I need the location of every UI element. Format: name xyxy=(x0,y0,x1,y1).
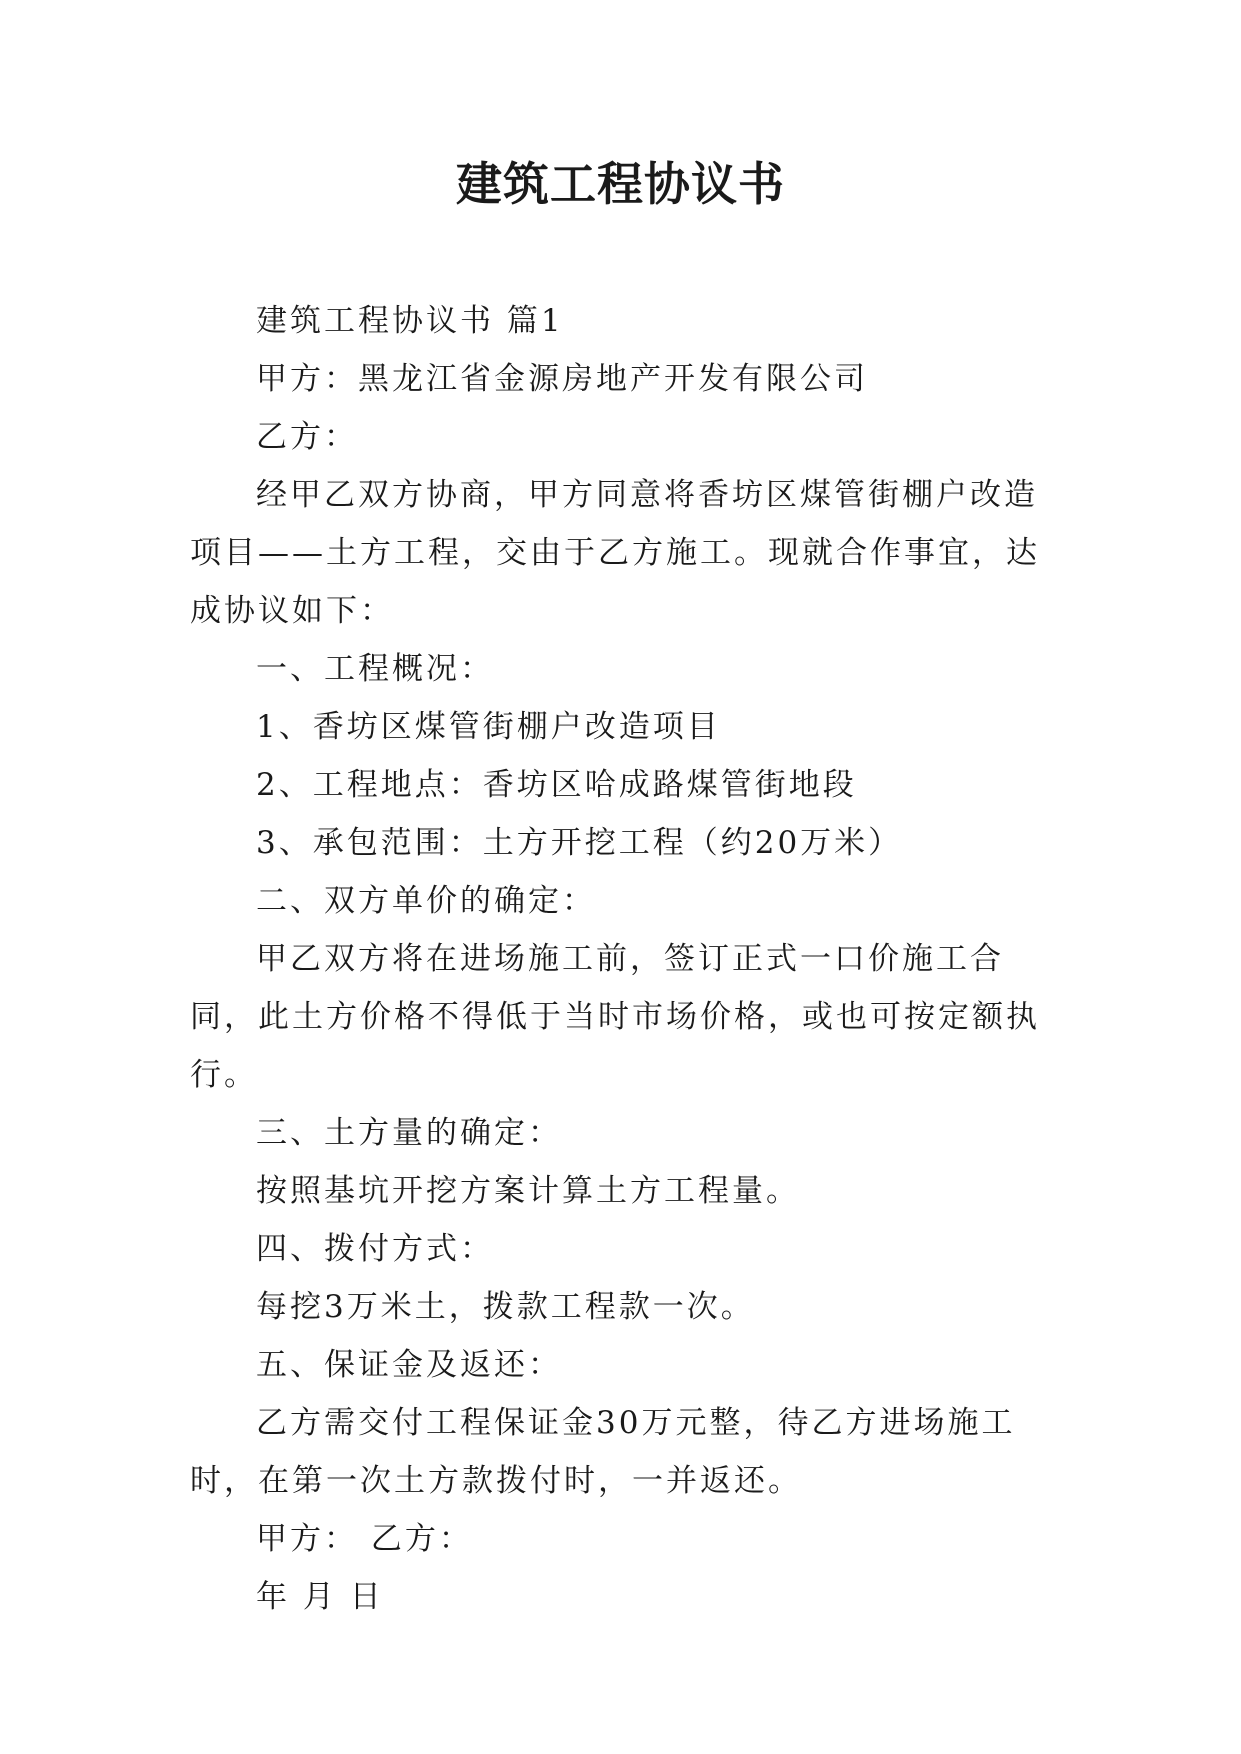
date-line: 年 月 日 xyxy=(256,1579,384,1615)
document-title: 建筑工程协议书 xyxy=(456,157,785,211)
list-item-3: 3、承包范围：土方开挖工程（约20万米） xyxy=(256,825,903,861)
section-heading-3: 三、土方量的确定： xyxy=(256,1115,562,1151)
payment-paragraph: 每挖3万米土，拨款工程款一次。 xyxy=(256,1289,755,1325)
intro-paragraph: 经甲乙双方协商，甲方同意将香坊区煤管街棚户改造项目——土方工程，交由于乙方施工。现就合作事宜，达成协议如下： xyxy=(190,477,1040,629)
section-heading-1: 一、工程概况： xyxy=(256,651,494,687)
party-a: 甲方：黑龙江省金源房地产开发有限公司 xyxy=(256,361,868,397)
signature-line: 甲方： 乙方： xyxy=(256,1521,473,1557)
party-b: 乙方： xyxy=(256,419,358,455)
section-heading-4: 四、拨付方式： xyxy=(256,1231,494,1267)
section-heading-5: 五、保证金及返还： xyxy=(256,1347,562,1383)
heading-section: 建筑工程协议书 篇1 xyxy=(256,303,564,339)
list-item-2: 2、工程地点：香坊区哈成路煤管街地段 xyxy=(256,767,857,803)
list-item-1: 1、香坊区煤管街棚户改造项目 xyxy=(256,709,721,745)
volume-paragraph: 按照基坑开挖方案计算土方工程量。 xyxy=(256,1173,800,1209)
deposit-paragraph: 乙方需交付工程保证金30万元整，待乙方进场施工时，在第一次土方款拨付时，一并返还。 xyxy=(190,1405,1016,1499)
price-paragraph: 甲乙双方将在进场施工前，签订正式一口价施工合同，此土方价格不得低于当时市场价格，或也可按定额执行。 xyxy=(190,941,1040,1093)
section-heading-2: 二、双方单价的确定： xyxy=(256,883,596,919)
document-body xyxy=(190,292,1060,1626)
